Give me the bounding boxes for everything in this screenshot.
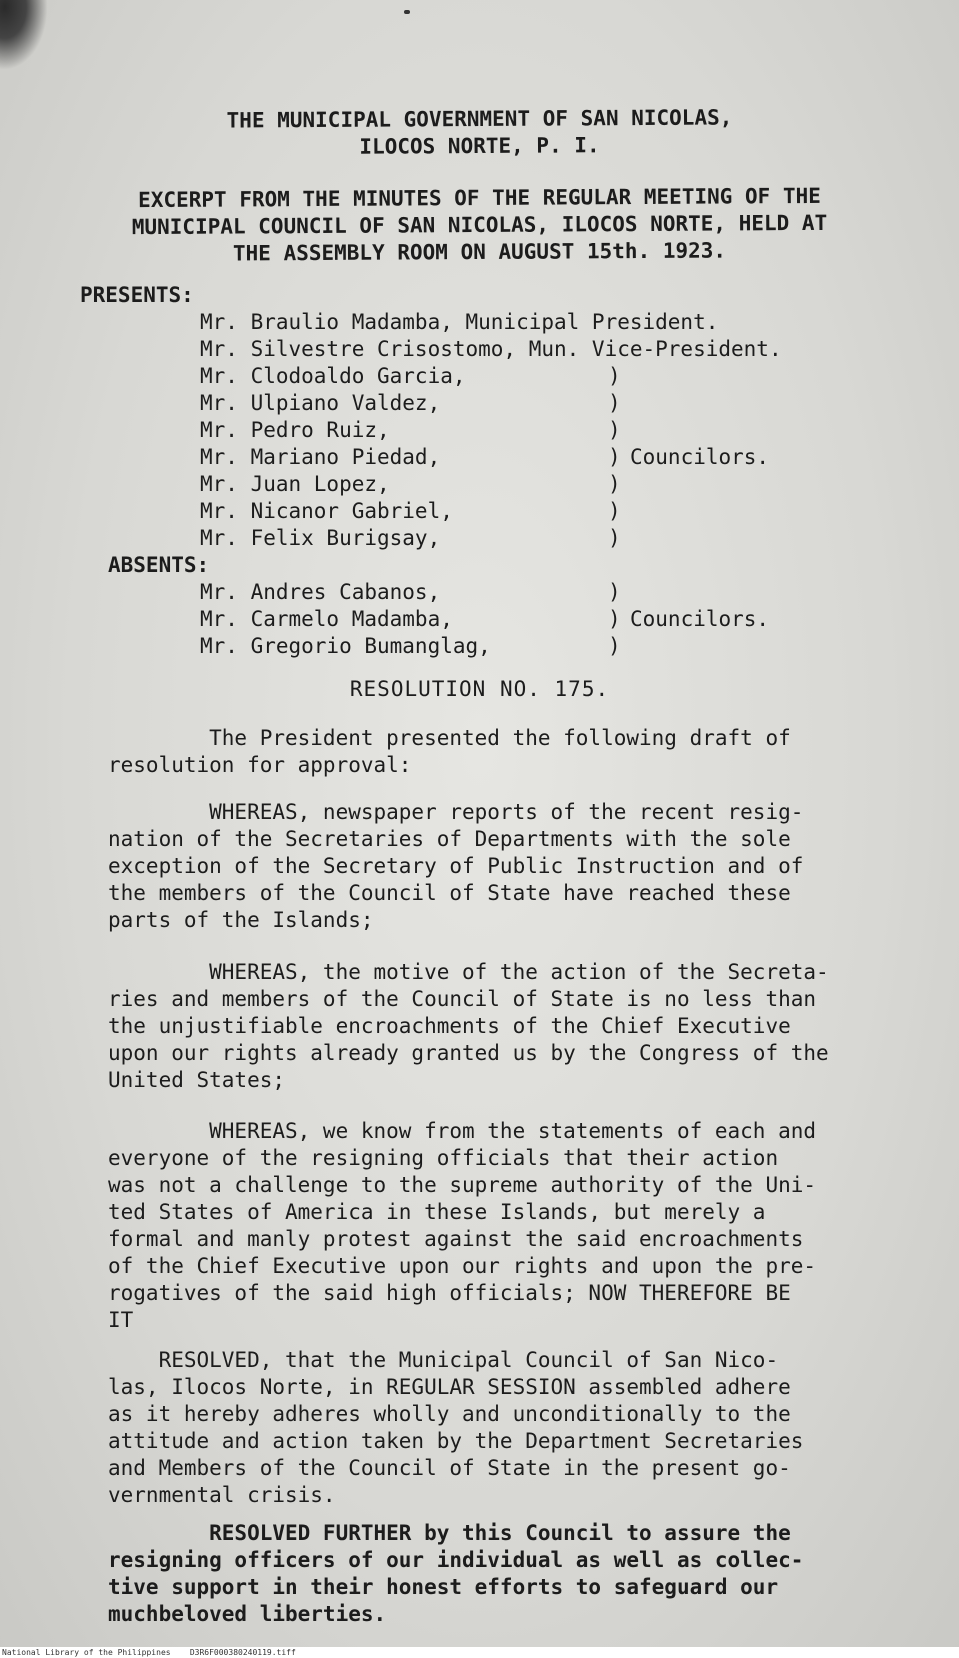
- scan-dot-mark: [404, 10, 410, 14]
- excerpt-line-3: THE ASSEMBLY ROOM ON AUGUST 15th. 1923.: [232, 238, 727, 266]
- present-member: Mr. Pedro Ruiz,: [200, 418, 390, 442]
- absent-member: Mr. Carmelo Madamba,: [200, 607, 453, 631]
- absent-member: Mr. Andres Cabanos,: [200, 580, 441, 604]
- present-member: Mr. Ulpiano Valdez,: [200, 391, 441, 415]
- scan-footer: National Library of the Philippines D3R6F000380240119.tiff: [0, 1647, 959, 1658]
- present-member: Mr. Juan Lopez,: [200, 472, 390, 496]
- document-page: THE MUNICIPAL GOVERNMENT OF SAN NICOLAS, ILOCOS NORTE, P. I. EXCERPT FROM THE MINUTES OF THE REGULAR MEETING OF THE MUNICIPAL COUNCIL OF SAN NICOLAS, ILOCOS NORTE, HELD AT THE ASSEMBLY ROOM ON AUGUST 15th. 1923. PRESENTS: Mr. Braulio Madamba, Municipal President. Mr. Silvestre Crisostomo, Mun. Vice-President. Mr. Clodoaldo Garcia, Mr. Ulpiano Valdez, Mr. Pedro Ruiz, Mr. Mariano Piedad, Mr. Juan Lopez, Mr. Nicanor Gabriel, Mr. Felix Burigsay, ) ) ) ) ) ) ) Councilors. ABSENTS: Mr. Andres Cabanos, Mr. Carmelo Madamba, Mr. Gregorio Bumanglag, ) ) ) Councilors. RESOLUTION NO. 175. The President presented the following draft of resolution for approval: WHEREAS, newspaper reports of the recent resig- nation of the Secretaries of Departments with the sole exception of the Secretary of Public Instruction and of the members of the Council of State have reached these parts of the Islands; WHEREAS, the motive of the action of the Secreta- ries and members of the Council of State is no less than the unjustifiable encroachments of the Chief Executive upon our rights already granted us by the Congress of the United States; WHEREAS, we know from the statements of each and everyone of the resigning officials that their action was not a challenge to the supreme authority of the Uni- ted States of America in these Islands, but merely a formal and manly protest against the said encroachments of the Chief Executive upon our rights and upon the pre- rogatives of the said high officials; NOW THEREFORE BE IT RESOLVED, that the Municipal Council of San Nico- las, Ilocos Norte, in REGULAR SESSION assembled adhere as it hereby adheres wholly and unconditionally to the attitude and action taken by the Department Secretaries and Members of the Council of State in the present go- vernmental crisis. RESOLVED FURTHER by this Council to assure the resigning officers of our individual as well as collec- tive support in their honest efforts to safeguard our muchbeloved liberties. National Library of the Philippines D3R6F000380240119.tiff: [0, 0, 959, 1658]
- excerpt-line-1: EXCERPT FROM THE MINUTES OF THE REGULAR MEETING OF THE: [138, 183, 821, 213]
- whereas-paragraph-3: WHEREAS, we know from the statements of each and everyone of the resigning officials that their action was not a challenge to the supreme authority of the Uni- ted States of America in these Islands, but merely a formal and manly protest against the said encroachments of the Chief Executive upon our rights and upon the pre- rogatives of the said high officials; NOW THEREFORE BE IT: [108, 1119, 817, 1332]
- present-member: Mr. Felix Burigsay,: [200, 526, 441, 550]
- scan-corner-mark: [0, 0, 48, 70]
- presents-label: PRESENTS:: [80, 283, 194, 307]
- present-member: Mr. Nicanor Gabriel,: [200, 499, 453, 523]
- present-member: Mr. Braulio Madamba, Municipal President.: [200, 310, 719, 334]
- present-member: Mr. Mariano Piedad,: [200, 445, 441, 469]
- header-line-2: ILOCOS NORTE, P. I.: [359, 133, 600, 159]
- present-councilors-label: Councilors.: [630, 445, 770, 469]
- resolution-title: RESOLUTION NO. 175.: [349, 677, 610, 701]
- absent-councilors-label: Councilors.: [630, 607, 770, 631]
- present-member: Mr. Silvestre Crisostomo, Mun. Vice-President.: [200, 337, 782, 361]
- intro-paragraph: The President presented the following draft of resolution for approval:: [108, 726, 791, 777]
- whereas-paragraph-1: WHEREAS, newspaper reports of the recent resig- nation of the Secretaries of Departments with the sole exception of the Secretary of Public Instruction and of the members of the Council of State have reached these parts of the Islands;: [108, 800, 804, 932]
- whereas-paragraph-2: WHEREAS, the motive of the action of the Secreta- ries and members of the Council of State is no less than the unjustifiable encroachments of the Chief Executive upon our rights already granted us by the Congress of the United States;: [108, 960, 829, 1092]
- header-line-1: THE MUNICIPAL GOVERNMENT OF SAN NICOLAS,: [226, 105, 733, 133]
- resolved-paragraph-2: RESOLVED FURTHER by this Council to assure the resigning officers of our individual as well as collec- tive support in their honest efforts to safeguard our muchbeloved liberties.: [108, 1521, 804, 1626]
- absent-member: Mr. Gregorio Bumanglag,: [200, 634, 491, 658]
- excerpt-line-2: MUNICIPAL COUNCIL OF SAN NICOLAS, ILOCOS NORTE, HELD AT: [131, 210, 828, 240]
- present-member: Mr. Clodoaldo Garcia,: [200, 364, 466, 388]
- absents-label: ABSENTS:: [108, 553, 210, 577]
- resolved-paragraph-1: RESOLVED, that the Municipal Council of San Nico- las, Ilocos Norte, in REGULAR SESSION assembled adhere as it hereby adheres wholly and unconditionally to the attitude and action taken by the Department Secretaries and Members of the Council of State in the present go- vernmental crisis.: [108, 1348, 804, 1507]
